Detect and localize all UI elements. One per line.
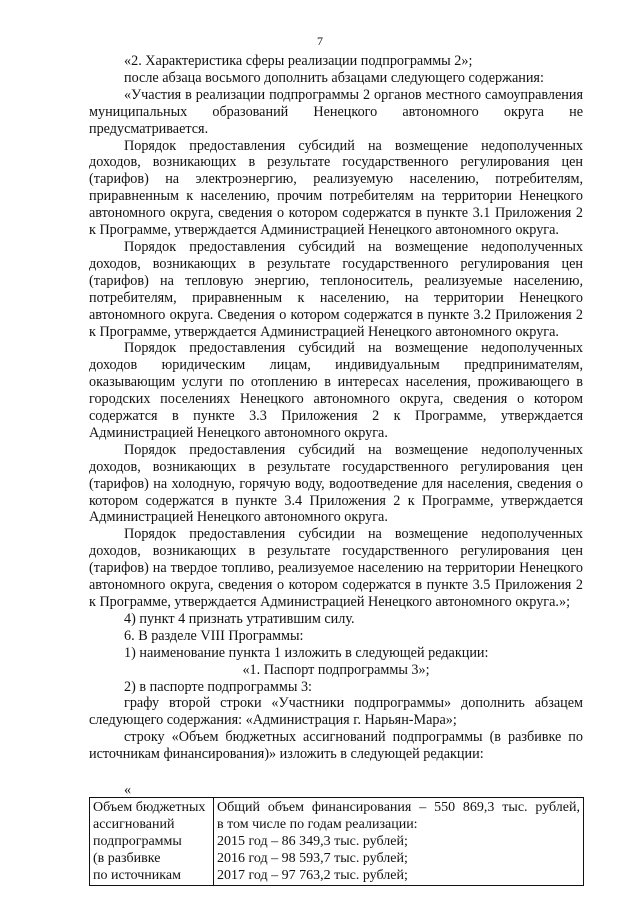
paragraph: «Участия в реализации подпрограммы 2 органов местного самоуправления муниципальных образований Ненецкого автономного округа не предусматривается. — [89, 86, 583, 137]
budget-table — [89, 797, 584, 886]
paragraph: Порядок предоставления субсидий на возмещение недополученных доходов юридическим лицам, индивидуальным предпринимателям, оказывающим услуги по отоплению в интересах населения, проживающего в городских поселениях Ненецкого автономного округа, сведения о котором содержатся в пункте 3.3 Приложения 2 к Программе, утверждается Администрацией Ненецкого автономного округа. — [89, 340, 583, 441]
paragraph: 2) в паспорте подпрограммы 3: — [124, 678, 312, 695]
paragraph: строку «Объем бюджетных ассигнований подпрограммы (в разбивке по источникам финансирования)» изложить в следующей редакции: — [89, 729, 583, 763]
table-cell-value — [214, 798, 584, 886]
paragraph: 6. В разделе VIII Программы: — [124, 627, 304, 644]
paragraph: Порядок предоставления субсидии на возмещение недополученных доходов, возникающих в результате государственного регулирования цен (тарифов) на твердое топливо, реализуемое населению на территории Ненецкого автономного округа, сведения о котором содержатся в пункте 3.5 Приложения 2 к Программе, утверждается Администрацией Ненецкого автономного округа.»; — [89, 526, 583, 610]
paragraph: графу второй строки «Участники подпрограммы» дополнить абзацем следующего содержания: «Администрация г. Нарьян-Мара»; — [89, 695, 583, 729]
paragraph: 1) наименование пункта 1 изложить в следующей редакции: — [124, 644, 489, 661]
cell-line: 2017 год – 97 763,2 тыс. рублей; — [217, 868, 408, 883]
cell-line: подпрограммы — [93, 834, 182, 849]
table-row — [90, 798, 584, 886]
paragraph: «2. Характеристика сферы реализации подпрограммы 2»; — [124, 53, 473, 69]
cell-line: 2015 год – 86 349,3 тыс. рублей; — [217, 834, 408, 849]
paragraph: после абзаца восьмого дополнить абзацами следующего содержания: — [124, 69, 544, 86]
cell-line: 2016 год – 98 593,7 тыс. рублей; — [217, 851, 408, 866]
page-number: 7 — [317, 34, 323, 48]
document-body — [89, 53, 583, 763]
paragraph: Порядок предоставления субсидий на возмещение недополученных доходов, возникающих в результате государственного регулирования цен (тарифов) на холодную, горячую воду, водоотведение для населения, сведения о котором содержатся в пункте 3.4 Приложения 2 к Программе, утверждается Администрацией Ненецкого автономного округа. — [89, 441, 583, 526]
cell-line: Объем бюджетных — [93, 800, 206, 815]
cell-line: (в разбивке — [93, 851, 161, 866]
table-open-quote: « — [124, 782, 132, 798]
paragraph: Порядок предоставления субсидий на возмещение недополученных доходов, возникающих в результате государственного регулирования цен (тарифов) на тепловую энергию, теплоноситель, реализуемые населению, потребителям, приравненным к населению, на территории Ненецкого автономного округа. Сведения о котором содержатся в пункте 3.2 Приложения 2 к Программе, утверждается Администрацией Ненецкого автономного округа. — [89, 238, 583, 340]
paragraph-centered: «1. Паспорт подпрограммы 3»; — [242, 661, 430, 678]
table-cell-label — [90, 798, 214, 886]
cell-line: ассигнований — [93, 817, 175, 832]
cell-line: в том числе по годам реализации: — [217, 817, 418, 832]
cell-line: Общий объем финансирования – 550 869,3 тыс. рублей, — [217, 800, 580, 815]
cell-line: по источникам — [93, 868, 181, 883]
paragraph: Порядок предоставления субсидий на возмещение недополученных доходов, возникающих в результате государственного регулирования цен (тарифов) на электроэнергию, реализуемую населению, потребителям, приравненным к населению, прочим потребителям на территории Ненецкого автономного округа, сведения о котором содержатся в пункте 3.1 Приложения 2 к Программе, утверждается Администрацией Ненецкого автономного округа. — [89, 137, 583, 239]
paragraph: 4) пункт 4 признать утратившим силу. — [124, 610, 355, 627]
